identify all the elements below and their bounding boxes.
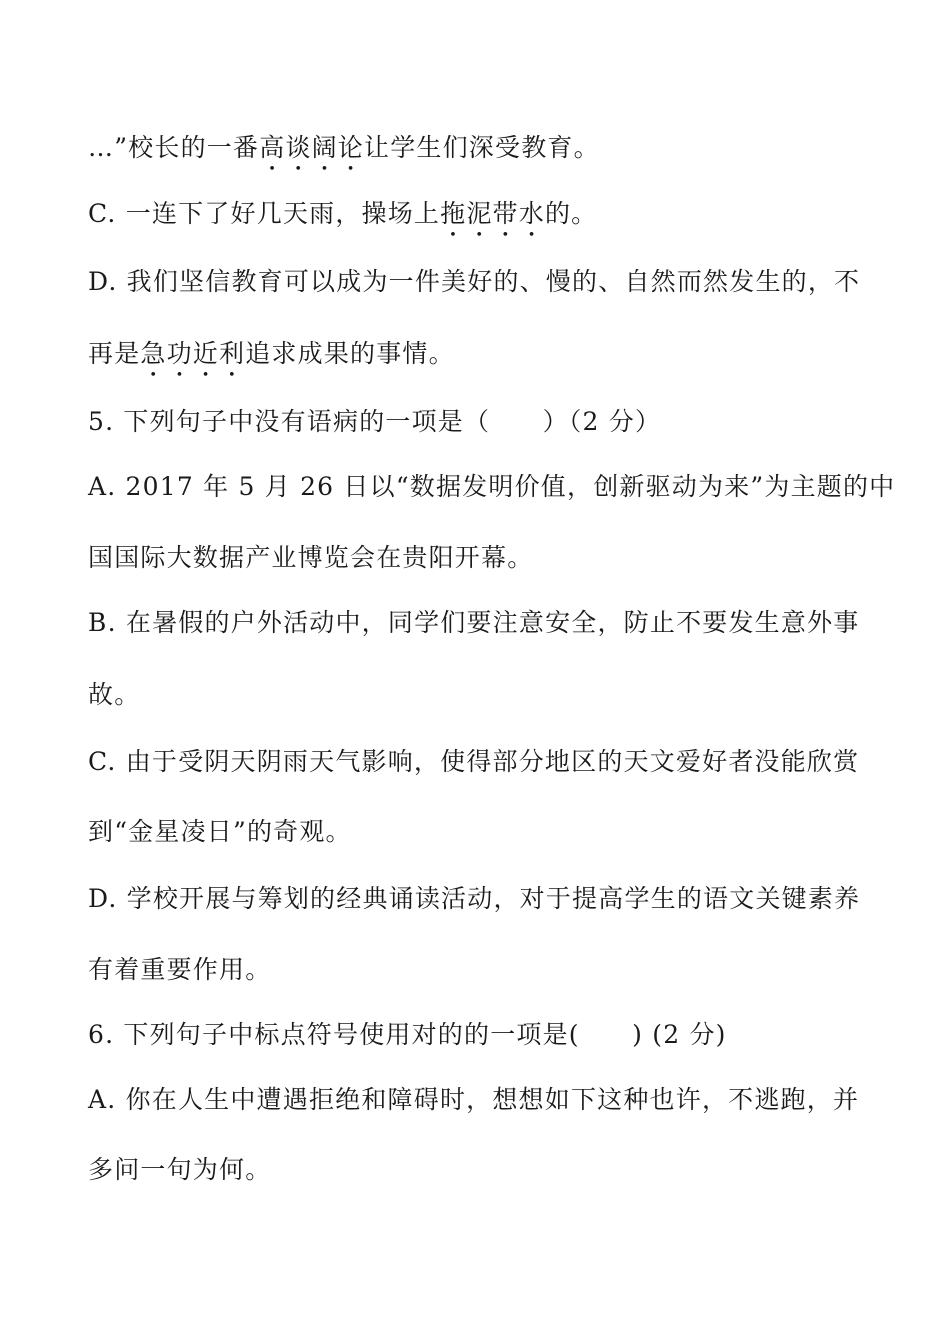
text-segment: …”校长的一番 [88, 133, 260, 162]
q5-option-c-line2: 到“金星凌日”的奇观。 [88, 817, 352, 846]
option-d-line1 [88, 265, 860, 299]
q5-option-b-line2: 故。 [88, 680, 141, 709]
q5-option-a-line2: 国国际大数据产业博览会在贵阳开幕。 [88, 543, 534, 572]
emphasized-phrase: 拖泥带水 [440, 199, 545, 228]
option-b-continued [88, 131, 600, 177]
q5-option-a-line1: A. 2017 年 5 月 26 日以“数据发明价值，创新驱动为来”为主题的中 [88, 472, 896, 501]
q5-option-d-line2: 有着重要作用。 [88, 955, 272, 984]
option-d-line2 [88, 337, 455, 383]
question-6-stem: 6. 下列句子中标点符号使用对的的一项是( ) (2 分) [88, 1020, 727, 1049]
emphasized-phrase: 急功近利 [140, 339, 246, 368]
question-5-stem: 5. 下列句子中没有语病的一项是（ ）（2 分） [88, 407, 662, 436]
q6-option-a-line2: 多问一句为何。 [88, 1155, 272, 1184]
text-segment: D. 我们坚信教育可以成为一件美好的、慢的、自然而然发生的，不 [88, 267, 861, 296]
text-segment: 再是 [88, 339, 141, 368]
q5-option-b-line1: B. 在暑假的户外活动中，同学们要注意安全，防止不要发生意外事 [88, 608, 860, 637]
text-segment: 让学生们深受教育。 [364, 133, 600, 162]
text-segment: 追求成果的事情。 [245, 339, 455, 368]
text-segment: 的。 [544, 199, 598, 228]
text-segment: C. 一连下了好几天雨，操场上 [88, 199, 441, 228]
q6-option-a-line1: A. 你在人生中遭遇拒绝和障碍时，想想如下这种也许，不逃跑，并 [88, 1085, 860, 1114]
emphasized-phrase: 高谈阔论 [259, 133, 364, 162]
option-c [88, 197, 597, 243]
q5-option-c-line1: C. 由于受阴天阴雨天气影响，使得部分地区的天文爱好者没能欣赏 [88, 747, 860, 776]
q5-option-d-line1: D. 学校开展与筹划的经典诵读活动，对于提高学生的语文关键素养 [88, 884, 861, 913]
